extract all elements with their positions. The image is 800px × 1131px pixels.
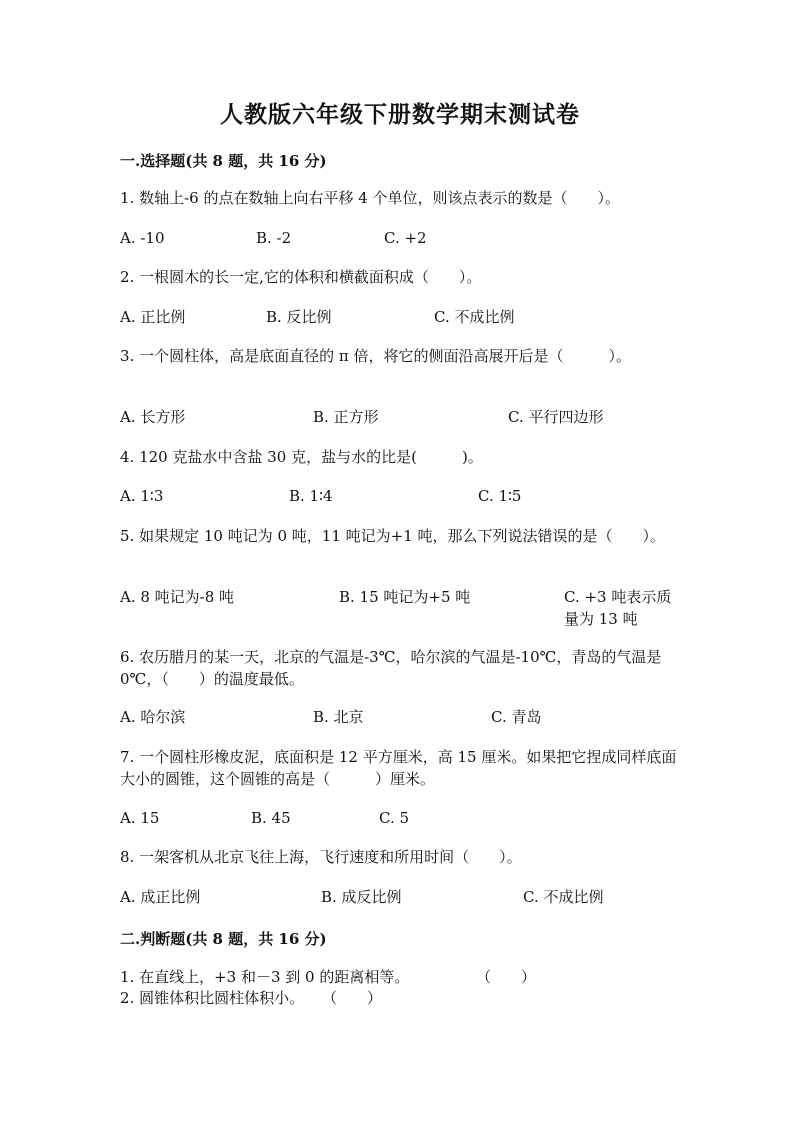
q5-option-c: C. +3 吨表示质量为 13 吨 (564, 588, 672, 628)
q1-option-c: C. +2 (384, 229, 427, 247)
page-title: 人教版六年级下册数学期末测试卷 (220, 101, 580, 128)
section-heading-choice: 一.选择题(共 8 题，共 16 分) (120, 152, 327, 170)
q3-option-b: B. 正方形 (313, 408, 379, 426)
q3-option-a: A. 长方形 (120, 408, 186, 426)
judgement-question-1: 1. 在直线上，+3 和－3 到 0 的距离相等。 (120, 968, 410, 986)
q7-option-b: B. 45 (251, 809, 291, 827)
question-8: 8. 一架客机从北京飞往上海，飞行速度和所用时间（ ）。 (120, 848, 522, 866)
q8-option-b: B. 成反比例 (321, 888, 402, 906)
q8-option-c: C. 不成比例 (523, 888, 604, 906)
q5-option-b: B. 15 吨记为+5 吨 (339, 588, 471, 606)
q3-option-c: C. 平行四边形 (508, 408, 604, 426)
q7-option-a: A. 15 (120, 809, 160, 827)
q1-option-b: B. -2 (256, 229, 292, 247)
q5-options (120, 586, 680, 630)
question-3: 3. 一个圆柱体，高是底面直径的 π 倍，将它的侧面沿高展开后是（ ）。 (120, 347, 631, 365)
q2-option-b: B. 反比例 (266, 308, 332, 326)
q8-option-a: A. 成正比例 (120, 888, 201, 906)
q2-option-c: C. 不成比例 (434, 308, 515, 326)
question-1: 1. 数轴上-6 的点在数轴上向右平移 4 个单位，则该点表示的数是（ ）。 (120, 189, 621, 207)
judgement-2-answer-blank[interactable]: （ ） (322, 989, 383, 1007)
q6-option-a: A. 哈尔滨 (120, 708, 186, 726)
q1-option-a: A. -10 (120, 229, 165, 247)
question-6: 6. 农历腊月的某一天，北京的气温是-3℃，哈尔滨的气温是-10℃，青岛的气温是 0℃，（ ）的温度最低。 (120, 648, 662, 688)
question-5: 5. 如果规定 10 吨记为 0 吨，11 吨记为+1 吨，那么下列说法错误的是（ ）。 (120, 527, 666, 545)
q2-option-a: A. 正比例 (120, 308, 186, 326)
judgement-question-2: 2. 圆锥体积比圆柱体积小。 (120, 989, 305, 1007)
q6-option-c: C. 青岛 (491, 708, 542, 726)
question-2: 2. 一根圆木的长一定,它的体积和横截面积成（ ）。 (120, 268, 482, 286)
section-heading-judgement: 二.判断题(共 8 题，共 16 分) (120, 930, 327, 948)
judgement-1-answer-blank[interactable]: （ ） (476, 968, 537, 986)
q4-option-b: B. 1∶4 (289, 487, 333, 505)
question-4: 4. 120 克盐水中含盐 30 克，盐与水的比是( )。 (120, 448, 483, 466)
q4-option-c: C. 1∶5 (478, 487, 522, 505)
question-7: 7. 一个圆柱形橡皮泥，底面积是 12 平方厘米，高 15 厘米。如果把它捏成同样底面大小的圆锥，这个圆锥的高是（ ）厘米。 (120, 748, 677, 788)
q5-option-a: A. 8 吨记为-8 吨 (120, 588, 235, 606)
q6-option-b: B. 北京 (313, 708, 364, 726)
q7-option-c: C. 5 (379, 809, 410, 827)
q4-option-a: A. 1∶3 (120, 487, 164, 505)
